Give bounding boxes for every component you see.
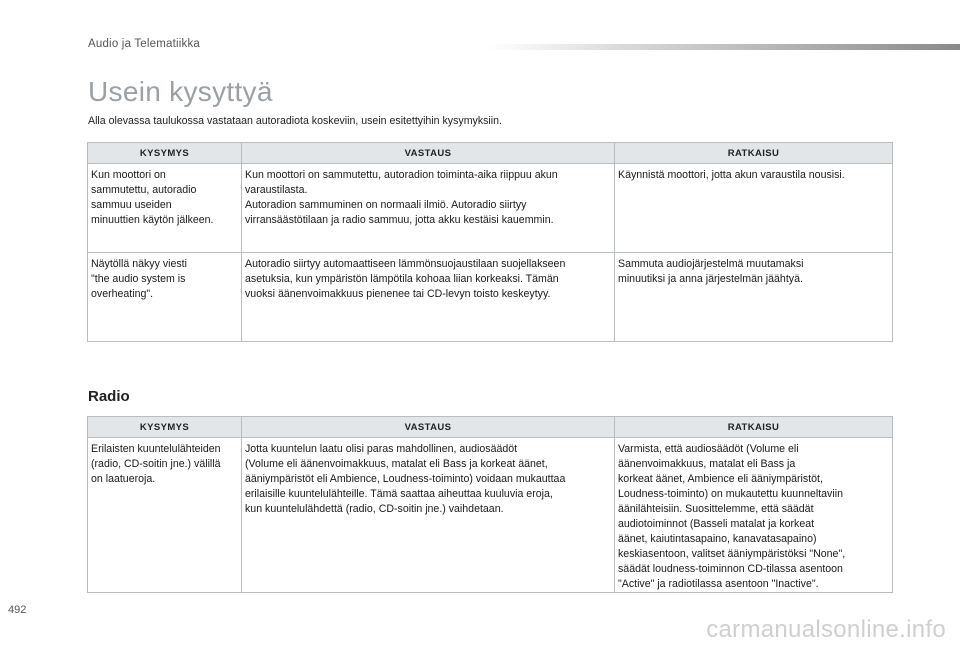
- intro-text: Alla olevassa taulukossa vastataan autoradiota koskeviin, usein esitettyihin kysymyksiin.: [88, 115, 502, 127]
- radio-section-heading: Radio: [88, 388, 130, 405]
- table-header-row: [88, 417, 893, 438]
- faq-table: [87, 142, 893, 342]
- solution-cell: Varmista, että audiosäädöt (Volume eli äänenvoimakkuus, matalat eli Bass ja korkeat äänet, Ambience eli ääniympäristöt, Loudness-toiminto) on mukautettu kuunneltaviin äänilähteisiin. Suosittelemme, että säädät audiotoiminnot (Basseli matalat ja korkeat äänet, kaiutintasapaino, kanavatasapaino) keskiasentoon, valitset ääniympäristöksi "None", säädät loudness-toiminnon CD-tilassa asentoon "Active" ja radiotilassa asentoon "Inactive".: [615, 438, 893, 593]
- answer-cell: Kun moottori on sammutettu, autoradion toiminta-aika riippuu akun varaustilasta. Autoradion sammuminen on normaali ilmiö. Autoradio siirtyy virransäästötilaan ja radio sammuu, jotta akku kestäisi kauemmin.: [242, 164, 615, 253]
- table-row: [88, 253, 893, 342]
- table-header-row: [88, 143, 893, 164]
- solution-cell: Käynnistä moottori, jotta akun varaustila nousisi.: [615, 164, 893, 253]
- section-header-title: Audio ja Telematiikka: [88, 38, 201, 50]
- page-title: Usein kysyttyä: [88, 76, 273, 107]
- answer-cell: Autoradio siirtyy automaattiseen lämmönsuojaustilaan suojellakseen asetuksia, kun ympäristön lämpötila kohoaa liian korkeaksi. Tämän vuoksi äänenvoimakkuus pienenee tai CD-levyn toisto keskeytyy.: [242, 253, 615, 342]
- column-header-solution: RATKAISU: [615, 417, 893, 438]
- question-cell: Näytöllä näkyy viesti "the audio system is overheating".: [88, 253, 242, 342]
- column-header-answer: VASTAUS: [242, 417, 615, 438]
- column-header-solution: RATKAISU: [615, 143, 893, 164]
- page-number: 492: [8, 604, 27, 616]
- question-cell: Kun moottori on sammutettu, autoradio sammuu useiden minuuttien käytön jälkeen.: [88, 164, 242, 253]
- table-row: [88, 438, 893, 593]
- column-header-question: KYSYMYS: [88, 143, 242, 164]
- table-row: [88, 164, 893, 253]
- header-gradient-bar: [488, 44, 960, 50]
- solution-cell: Sammuta audiojärjestelmä muutamaksi minuutiksi ja anna järjestelmän jäähtyä.: [615, 253, 893, 342]
- answer-cell: Jotta kuuntelun laatu olisi paras mahdollinen, audiosäädöt (Volume eli äänenvoimakkuus, matalat eli Bass ja korkeat äänet, ääniympäristöt eli Ambience, Loudness-toiminto) voidaan mukauttaa erilaisille kuuntelulähteille. Tämä saattaa aiheuttaa kuuluvia eroja, kun kuuntelulähdettä (radio, CD-soitin jne.) vaihdetaan.: [242, 438, 615, 593]
- column-header-question: KYSYMYS: [88, 417, 242, 438]
- watermark: carmanualsonline.info: [706, 616, 946, 643]
- question-cell: Erilaisten kuuntelulähteiden (radio, CD-soitin jne.) välillä on laatueroja.: [88, 438, 242, 593]
- column-header-answer: VASTAUS: [242, 143, 615, 164]
- radio-table: [87, 416, 893, 593]
